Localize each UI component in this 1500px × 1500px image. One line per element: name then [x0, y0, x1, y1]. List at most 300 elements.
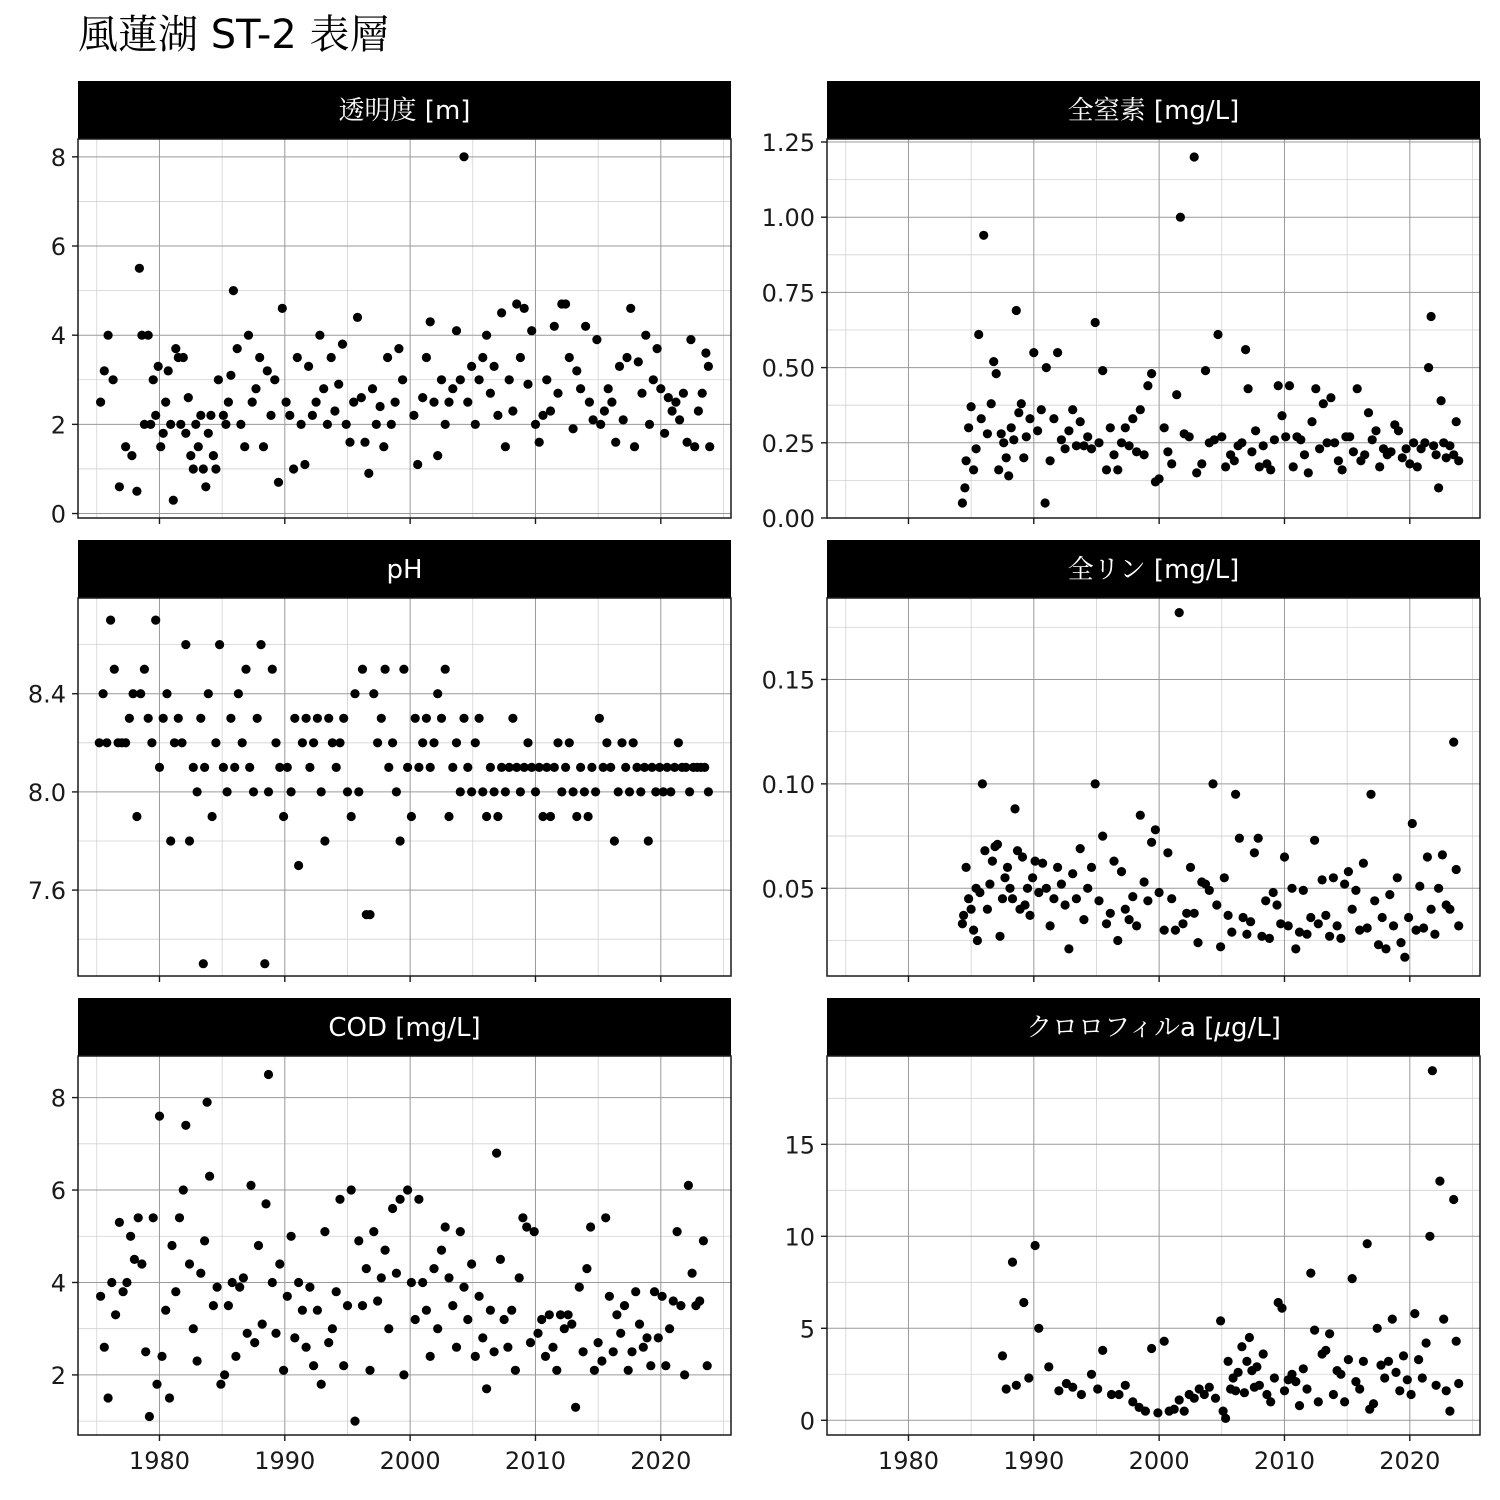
data-point	[115, 1218, 124, 1227]
data-point	[1393, 873, 1402, 882]
data-point	[569, 424, 578, 433]
data-point	[1432, 450, 1441, 459]
data-point	[1319, 399, 1328, 408]
data-point	[1355, 1384, 1364, 1393]
data-point	[181, 1121, 190, 1130]
data-point	[1295, 1401, 1304, 1410]
data-point	[305, 763, 314, 772]
data-point	[411, 1315, 420, 1324]
data-point	[690, 442, 699, 451]
data-point	[1398, 453, 1407, 462]
x-tick-label: 1980	[128, 1447, 191, 1475]
data-point	[193, 1356, 202, 1365]
data-point	[964, 423, 973, 432]
data-point	[377, 1273, 386, 1282]
data-point	[320, 1227, 329, 1236]
data-point	[565, 738, 574, 747]
data-point	[1087, 1370, 1096, 1379]
data-point	[147, 738, 156, 747]
data-point	[1299, 1364, 1308, 1373]
data-point	[1019, 453, 1028, 462]
data-point	[553, 738, 562, 747]
y-tick-label: 8	[50, 143, 66, 172]
data-point	[1454, 456, 1463, 465]
data-point	[571, 1403, 580, 1412]
data-point	[1285, 381, 1294, 390]
figure-title: 風蓮湖 ST-2 表層	[78, 12, 390, 58]
data-point	[1394, 426, 1403, 435]
data-point	[550, 322, 559, 331]
data-point	[1445, 441, 1454, 450]
data-point	[1180, 1407, 1189, 1416]
data-point	[1429, 441, 1438, 450]
data-point	[245, 763, 254, 772]
data-point	[1281, 432, 1290, 441]
data-point	[309, 1361, 318, 1370]
data-point	[241, 665, 250, 674]
data-point	[1094, 896, 1103, 905]
data-point	[298, 1306, 307, 1315]
data-point	[220, 1370, 229, 1379]
data-point	[161, 398, 170, 407]
data-point	[302, 1343, 311, 1352]
data-point	[1213, 330, 1222, 339]
data-point	[658, 1292, 667, 1301]
data-point	[324, 714, 333, 723]
data-point	[492, 1149, 501, 1158]
data-point	[641, 331, 650, 340]
data-point	[1098, 366, 1107, 375]
data-point	[471, 420, 480, 429]
data-point	[224, 398, 233, 407]
data-point	[233, 344, 242, 353]
data-point	[141, 1347, 150, 1356]
data-point	[1025, 414, 1034, 423]
data-point	[1261, 896, 1270, 905]
data-point	[585, 398, 594, 407]
data-point	[1338, 465, 1347, 474]
data-point	[1325, 1329, 1334, 1338]
data-point	[675, 415, 684, 424]
data-point	[107, 1278, 116, 1287]
data-point	[606, 763, 615, 772]
data-point	[1221, 1414, 1230, 1423]
data-point	[302, 714, 311, 723]
y-tick-label: 0.05	[761, 875, 815, 904]
data-point	[973, 936, 982, 945]
data-point	[209, 451, 218, 460]
data-point	[497, 308, 506, 317]
data-point	[1053, 348, 1062, 357]
data-point	[1064, 426, 1073, 435]
data-point	[219, 763, 228, 772]
panel-frame	[827, 139, 1480, 518]
data-point	[135, 264, 144, 273]
data-point	[1057, 435, 1066, 444]
data-point	[275, 1259, 284, 1268]
data-point	[594, 1338, 603, 1347]
data-point	[1399, 1351, 1408, 1360]
strip-label-suffix: g/L]	[1230, 1013, 1281, 1043]
data-point	[305, 1283, 314, 1292]
data-point	[1442, 1386, 1451, 1395]
data-point	[270, 375, 279, 384]
data-point	[1224, 911, 1233, 920]
data-point	[205, 1172, 214, 1181]
data-point	[452, 738, 461, 747]
data-point	[545, 1310, 554, 1319]
data-point	[1366, 790, 1375, 799]
data-point	[334, 380, 343, 389]
data-point	[1234, 1368, 1243, 1377]
data-point	[132, 487, 141, 496]
data-point	[250, 1338, 259, 1347]
data-point	[358, 665, 367, 674]
data-point	[1042, 884, 1051, 893]
data-point	[335, 1195, 344, 1204]
data-point	[666, 787, 675, 796]
data-point	[179, 353, 188, 362]
data-point	[1237, 1342, 1246, 1351]
data-point	[459, 714, 468, 723]
data-point	[121, 442, 130, 451]
data-point	[324, 1338, 333, 1347]
data-point	[1178, 919, 1187, 928]
data-point	[604, 384, 613, 393]
data-point	[137, 1259, 146, 1268]
data-point	[223, 787, 232, 796]
data-point	[1435, 1177, 1444, 1186]
data-point	[287, 787, 296, 796]
data-point	[1167, 894, 1176, 903]
data-point	[186, 451, 195, 460]
y-tick-label: 1.00	[761, 204, 815, 233]
data-point	[156, 442, 165, 451]
data-point	[1410, 1309, 1419, 1318]
data-point	[1265, 934, 1274, 943]
y-tick-label: 0.25	[761, 429, 815, 458]
data-point	[1140, 877, 1149, 886]
data-point	[165, 1393, 174, 1402]
data-point	[463, 398, 472, 407]
data-point	[486, 763, 495, 772]
data-point	[989, 357, 998, 366]
data-point	[126, 1232, 135, 1241]
data-point	[308, 411, 317, 420]
data-point	[988, 857, 997, 866]
data-point	[508, 714, 517, 723]
y-tick-label: 8.0	[27, 778, 66, 807]
data-point	[701, 348, 710, 357]
data-point	[1314, 919, 1323, 928]
data-point	[1291, 944, 1300, 953]
data-point	[1425, 1232, 1434, 1241]
data-point	[343, 1301, 352, 1310]
data-point	[1340, 880, 1349, 889]
data-point	[486, 1306, 495, 1315]
data-point	[155, 1112, 164, 1121]
data-point	[115, 482, 124, 491]
data-point	[526, 1338, 535, 1347]
data-point	[211, 464, 220, 473]
data-point	[149, 375, 158, 384]
data-point	[579, 1347, 588, 1356]
data-point	[962, 863, 971, 872]
data-point	[96, 1292, 105, 1301]
panel-4	[762, 540, 1480, 982]
data-point	[259, 442, 268, 451]
data-point	[176, 420, 185, 429]
data-point	[287, 1232, 296, 1241]
data-point	[463, 763, 472, 772]
data-point	[478, 1333, 487, 1342]
y-tick-label: 2	[50, 1361, 66, 1390]
data-point	[373, 1296, 382, 1305]
data-point	[1454, 1379, 1463, 1388]
panel-grid	[78, 139, 731, 518]
data-point	[1002, 453, 1011, 462]
y-tick-label: 0.15	[761, 666, 815, 695]
data-point	[255, 353, 264, 362]
data-point	[403, 1185, 412, 1194]
data-point	[1329, 1390, 1338, 1399]
data-point	[1175, 1395, 1184, 1404]
data-point	[260, 959, 269, 968]
data-point	[231, 1352, 240, 1361]
data-point	[1277, 1304, 1286, 1313]
data-point	[1373, 1324, 1382, 1333]
y-tick-label: 2	[50, 411, 66, 440]
data-point	[1334, 456, 1343, 465]
panel-2	[762, 81, 1480, 533]
data-point	[151, 616, 160, 625]
data-point	[444, 398, 453, 407]
data-point	[418, 738, 427, 747]
data-point	[1259, 441, 1268, 450]
data-point	[475, 714, 484, 723]
data-point	[958, 498, 967, 507]
data-point	[437, 1246, 446, 1255]
data-point	[365, 910, 374, 919]
data-point	[407, 812, 416, 821]
data-point	[1012, 1381, 1021, 1390]
data-point	[516, 787, 525, 796]
data-point	[234, 689, 243, 698]
data-point	[317, 1380, 326, 1389]
data-point	[1155, 474, 1164, 483]
data-point	[1163, 447, 1172, 456]
data-point	[1113, 465, 1122, 474]
data-point	[426, 317, 435, 326]
panel-strip-label: 全リン [mg/L]	[1067, 555, 1240, 585]
y-tick-label: 0.10	[761, 770, 815, 799]
data-point	[391, 398, 400, 407]
data-point	[1389, 921, 1398, 930]
data-point	[102, 738, 111, 747]
data-point	[576, 763, 585, 772]
data-point	[1160, 1337, 1169, 1346]
data-point	[1053, 863, 1062, 872]
data-point	[1314, 1397, 1323, 1406]
data-point	[1360, 450, 1369, 459]
data-point	[1380, 1373, 1389, 1382]
data-point	[179, 1185, 188, 1194]
data-point	[496, 1255, 505, 1264]
data-point	[388, 738, 397, 747]
data-point	[1012, 306, 1021, 315]
data-point	[642, 1333, 651, 1342]
data-point	[967, 402, 976, 411]
data-point	[125, 714, 134, 723]
data-point	[704, 787, 713, 796]
data-point	[1280, 1386, 1289, 1395]
data-point	[997, 429, 1006, 438]
data-point	[111, 1310, 120, 1319]
data-point	[1000, 873, 1009, 882]
data-point	[637, 389, 646, 398]
data-point	[1396, 938, 1405, 947]
data-point	[140, 665, 149, 674]
data-point	[1340, 1397, 1349, 1406]
data-point	[1245, 1333, 1254, 1342]
data-point	[1251, 426, 1260, 435]
data-point	[1454, 921, 1463, 930]
data-point	[394, 344, 403, 353]
data-point	[983, 429, 992, 438]
x-tick-label: 1990	[254, 1447, 316, 1475]
data-point	[1091, 779, 1100, 788]
data-point	[482, 331, 491, 340]
data-point	[1336, 1370, 1345, 1379]
data-point	[1415, 882, 1424, 891]
data-point	[119, 1287, 128, 1296]
data-point	[1409, 438, 1418, 447]
data-point	[433, 689, 442, 698]
data-point	[347, 1185, 356, 1194]
data-point	[452, 326, 461, 335]
data-point	[541, 1352, 550, 1361]
data-point	[100, 366, 109, 375]
data-point	[243, 1329, 252, 1338]
data-point	[194, 442, 203, 451]
data-point	[441, 420, 450, 429]
data-point	[429, 1264, 438, 1273]
data-point	[688, 1269, 697, 1278]
data-point	[175, 1213, 184, 1222]
data-point	[320, 836, 329, 845]
data-point	[372, 420, 381, 429]
data-point	[433, 451, 442, 460]
panel-points	[998, 1066, 1463, 1423]
data-point	[1117, 867, 1126, 876]
y-tick-label: 4	[50, 1269, 66, 1298]
data-point	[151, 411, 160, 420]
data-point	[507, 1306, 516, 1315]
data-point	[569, 787, 578, 796]
data-point	[383, 353, 392, 362]
data-point	[1087, 863, 1096, 872]
data-point	[1270, 1373, 1279, 1382]
data-point	[104, 1393, 113, 1402]
data-point	[1244, 384, 1253, 393]
data-point	[1186, 863, 1195, 872]
data-point	[1386, 447, 1395, 456]
data-point	[456, 375, 465, 384]
data-point	[109, 375, 118, 384]
data-point	[1128, 892, 1137, 901]
data-point	[1038, 859, 1047, 868]
data-point	[985, 880, 994, 889]
data-point	[189, 763, 198, 772]
data-point	[328, 1324, 337, 1333]
data-point	[271, 1329, 280, 1338]
data-point	[1003, 863, 1012, 872]
data-point	[162, 689, 171, 698]
data-point	[448, 1301, 457, 1310]
data-point	[1190, 152, 1199, 161]
data-point	[1408, 819, 1417, 828]
data-point	[631, 1287, 640, 1296]
data-point	[104, 331, 113, 340]
data-point	[1428, 1066, 1437, 1075]
data-point	[146, 420, 155, 429]
data-point	[1083, 884, 1092, 893]
data-point	[244, 331, 253, 340]
data-point	[518, 1213, 527, 1222]
panel-strip-label	[1026, 1013, 1281, 1043]
data-point	[1289, 462, 1298, 471]
data-point	[1176, 213, 1185, 222]
data-point	[1008, 1258, 1017, 1267]
data-point	[1024, 1373, 1033, 1382]
data-point	[1046, 921, 1055, 930]
data-point	[704, 362, 713, 371]
y-tick-label: 0.50	[761, 354, 815, 383]
data-point	[214, 375, 223, 384]
data-point	[1212, 900, 1221, 909]
data-point	[354, 1236, 363, 1245]
data-point	[1083, 432, 1092, 441]
data-point	[501, 442, 510, 451]
data-point	[605, 1292, 614, 1301]
data-point	[1010, 804, 1019, 813]
data-point	[1269, 888, 1278, 897]
data-point	[266, 411, 275, 420]
data-point	[1402, 444, 1411, 453]
data-point	[360, 438, 369, 447]
data-point	[422, 353, 431, 362]
data-point	[680, 1370, 689, 1379]
panel-points	[96, 1070, 712, 1426]
data-point	[629, 738, 638, 747]
data-point	[264, 1070, 273, 1079]
data-point	[994, 465, 1003, 474]
data-point	[413, 460, 422, 469]
data-point	[1351, 886, 1360, 895]
y-tick-label: 1.25	[761, 129, 815, 158]
data-point	[564, 1310, 573, 1319]
data-point	[546, 812, 555, 821]
data-point	[215, 640, 224, 649]
data-point	[1114, 1390, 1123, 1399]
data-point	[1247, 447, 1256, 456]
data-point	[471, 1352, 480, 1361]
strip-label-prefix: クロロフィルa [	[1026, 1013, 1215, 1043]
data-point	[1403, 1375, 1412, 1384]
data-point	[1029, 348, 1038, 357]
data-point	[1093, 1384, 1102, 1393]
data-point	[1151, 825, 1160, 834]
